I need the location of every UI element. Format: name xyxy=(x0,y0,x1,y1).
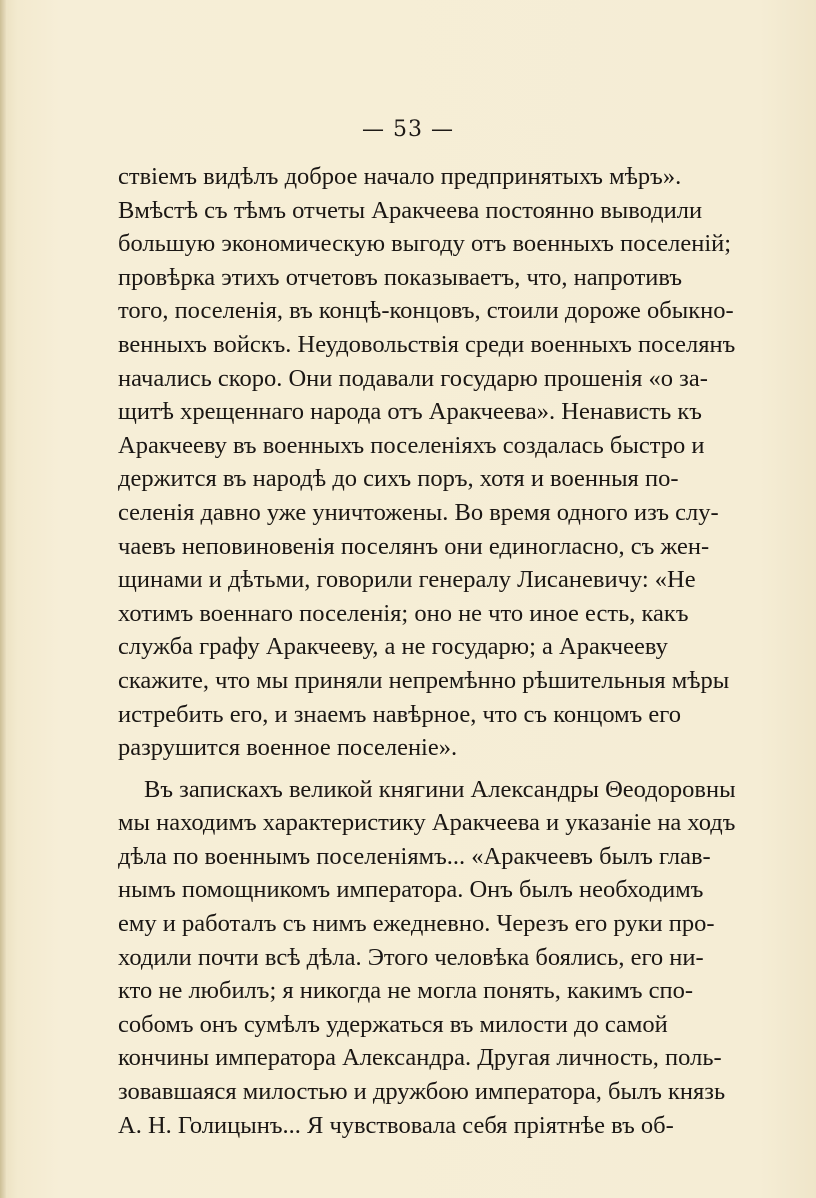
text-line: кончины императора Александра. Другая личность, поль- xyxy=(118,1044,722,1072)
text-line: селенія давно уже уничтожены. Во время одного изъ слу- xyxy=(118,498,719,526)
text-line: мы находимъ характеристику Аракчеева и указаніе на ходъ xyxy=(118,809,736,837)
page-binding-edge xyxy=(0,0,6,1198)
text-line: А. Н. Голицынъ... Я чувствовала себя пріятнѣе въ об- xyxy=(118,1111,674,1139)
text-line: ему и работалъ съ нимъ ежедневно. Черезъ его руки про- xyxy=(118,910,715,938)
paragraph-gap xyxy=(118,765,666,773)
text-line: разрушится военное поселеніе». xyxy=(118,734,458,762)
text-line: хотимъ военнаго поселенія; оно не что иное есть, какъ xyxy=(118,599,689,627)
text-line: ствіемъ видѣлъ доброе начало предпринятыхъ мѣръ». xyxy=(118,163,682,190)
text-line: щинами и дѣтьми, говорили генералу Лисаневичу: «Не xyxy=(118,566,696,594)
text-line: щитѣ хрещеннаго народа отъ Аракчеева». Ненависть къ xyxy=(118,398,702,426)
text-line: скажите, что мы приняли непремѣнно рѣшительныя мѣры xyxy=(118,666,730,694)
text-line: Аракчееву въ военныхъ поселеніяхъ создалась быстро и xyxy=(118,431,705,459)
text-line: собомъ онъ сумѣлъ удержаться въ милости до самой xyxy=(118,1010,668,1038)
paragraph-1 xyxy=(118,160,736,765)
text-line: истребить его, и знаемъ навѣрное, что съ концомъ его xyxy=(118,700,681,728)
text-line: начались скоро. Они подавали государю прошенія «о за- xyxy=(118,364,708,392)
text-line: венныхъ войскъ. Неудовольствія среди военныхъ поселянъ xyxy=(118,330,736,358)
text-line: кто не любилъ; я никогда не могла понять, какимъ спо- xyxy=(118,977,694,1005)
paragraph-2 xyxy=(118,773,736,1143)
text-line: служба графу Аракчееву, а не государю; а Аракчееву xyxy=(118,633,668,661)
text-line: нымъ помощникомъ императора. Онъ былъ необходимъ xyxy=(118,876,704,904)
text-line: дѣла по военнымъ поселеніямъ... «Аракчеевъ былъ глав- xyxy=(118,842,711,870)
page-number: — 53 — xyxy=(362,117,454,142)
text-line: держится въ народѣ до сихъ поръ, хотя и военныя по- xyxy=(118,465,679,493)
text-line: того, поселенія, въ концѣ-концовъ, стоили дороже обыкно- xyxy=(118,297,734,325)
text-line: ходили почти всѣ дѣла. Этого человѣка боялись, его ни- xyxy=(118,943,704,971)
body-text xyxy=(118,160,736,1142)
text-line: провѣрка этихъ отчетовъ показываетъ, что, напротивъ xyxy=(118,263,683,291)
text-line: Въ запискахъ великой княгини Александры Θеодоровны xyxy=(144,775,736,803)
text-line: большую экономическую выгоду отъ военныхъ поселеній; xyxy=(118,230,732,258)
text-line: чаевъ неповиновенія поселянъ они единогласно, съ жен- xyxy=(118,532,710,560)
text-line: зовавшаяся милостью и дружбою императора, былъ князь xyxy=(118,1078,726,1106)
text-line: Вмѣстѣ съ тѣмъ отчеты Аракчеева постоянно выводили xyxy=(118,196,703,224)
